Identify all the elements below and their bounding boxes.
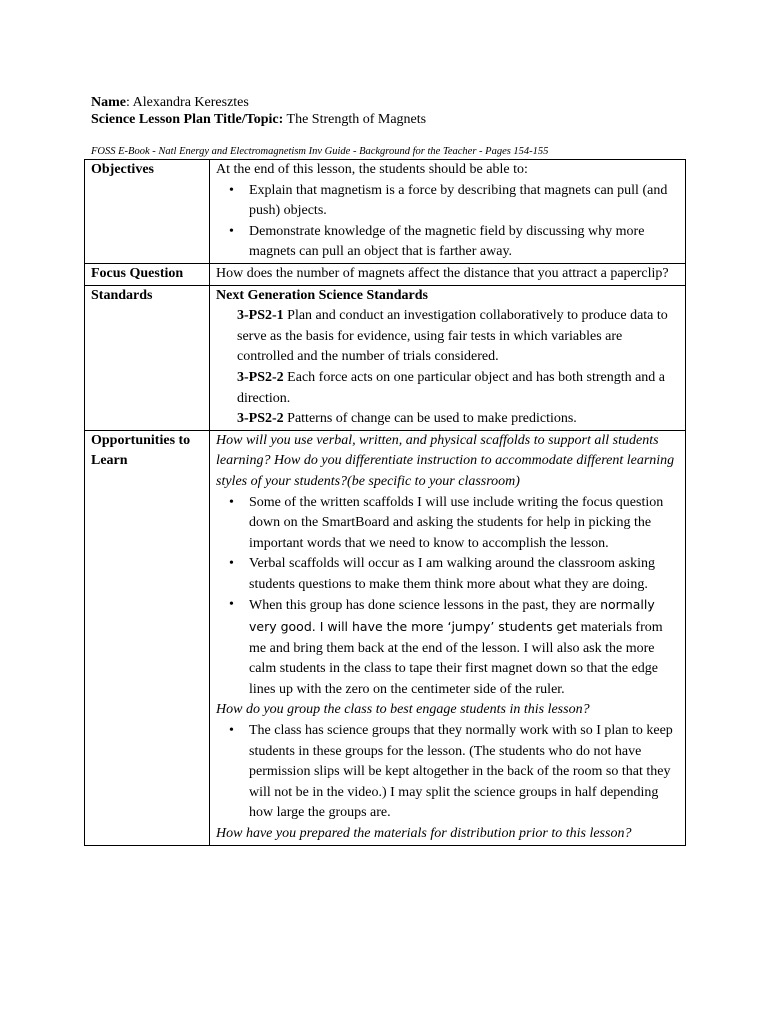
focus-label: Focus Question <box>85 263 210 285</box>
scaffold-question: How will you use verbal, written, and physical scaffolds to support all students learning? How do you differentiate instruction to accommodate different learning styles of your students?(be specific to your classroom) <box>216 432 675 489</box>
title-label: Science Lesson Plan Title/Topic: <box>91 112 284 127</box>
standards-label: Standards <box>85 285 210 430</box>
name-label: Name <box>91 95 126 110</box>
scaffold-list <box>216 493 679 701</box>
list-item: • Explain that magnetism is a force by describing that magnets can pull (and push) objects. <box>229 182 668 219</box>
grouping-list <box>216 721 679 824</box>
source-citation: FOSS E-Book - Natl Energy and Electromagnetism Inv Guide - Background for the Teacher - Pages 154-155 <box>91 146 549 157</box>
focus-row <box>85 263 686 285</box>
objectives-list <box>216 181 679 263</box>
standards-heading: Next Generation Science Standards <box>216 287 428 303</box>
grouping-question: How do you group the class to best engage students in this lesson? <box>216 702 590 718</box>
opportunities-row <box>85 430 686 845</box>
bullet-icon: • <box>229 723 234 739</box>
bullet-icon: • <box>229 494 234 510</box>
list-item: • Verbal scaffolds will occur as I am walking around the classroom asking students questions to make them think more about what they are doing. <box>229 556 656 592</box>
list-item: • Demonstrate knowledge of the magnetic field by discussing why more magnets can pull an object that is farther away. <box>229 223 645 260</box>
standards-content <box>210 285 686 430</box>
objectives-intro: At the end of this lesson, the students should be able to: <box>216 162 528 177</box>
objectives-content <box>210 160 686 264</box>
standard-code: 3-PS2-1 <box>237 308 284 324</box>
objectives-row <box>85 160 686 264</box>
title-line <box>91 110 426 130</box>
title-value: The Strength of Magnets <box>283 112 427 127</box>
list-item: • When this group has done science lessons in the past, they are normally very good. I will have the more ‘jumpy’ students get materials from me and bring them back at the end of the lesson. I will also ask the more calm students in the class to tape their first magnet down so that the edge lines up with the zero on the centimeter side of the ruler. <box>229 597 663 697</box>
standard-item: 3-PS2-1 Plan and conduct an investigation collaboratively to produce data to serve as the basis for evidence, using fair tests in which variables are controlled and the number of trials considered. <box>237 308 668 365</box>
opportunities-label: Opportunities to Learn <box>85 430 210 845</box>
materials-question: How have you prepared the materials for distribution prior to this lesson? <box>216 826 632 841</box>
standard-item: 3-PS2-2 Patterns of change can be used to make predictions. <box>237 411 577 427</box>
standard-code: 3-PS2-2 <box>237 369 284 385</box>
objectives-label: Objectives <box>85 160 210 264</box>
list-item: • The class has science groups that they normally work with so I plan to keep students in these groups for the lesson. (The students who do not have permission slips will be kept altogether in the back of the room so that they will not be in the video.) I may split the science groups in half depending how large the groups are. <box>229 723 673 821</box>
focus-question: How does the number of magnets affect the distance that you attract a paperclip? <box>210 263 686 285</box>
standards-row <box>85 285 686 430</box>
bullet-icon: • <box>229 223 234 239</box>
lesson-plan-table <box>84 159 686 846</box>
bullet-icon: • <box>229 597 234 613</box>
standard-code: 3-PS2-2 <box>237 411 284 427</box>
bullet-icon: • <box>229 556 234 572</box>
list-item: • Some of the written scaffolds I will use include writing the focus question down on the SmartBoard and asking the students for help in picking the important words that we need to know to accomplish the lesson. <box>229 494 664 551</box>
bullet-icon: • <box>229 182 234 198</box>
name-value: : Alexandra Keresztes <box>126 95 249 110</box>
opportunities-content <box>210 430 686 845</box>
standard-item: 3-PS2-2 Each force acts on one particular object and has both strength and a direction. <box>237 369 666 406</box>
